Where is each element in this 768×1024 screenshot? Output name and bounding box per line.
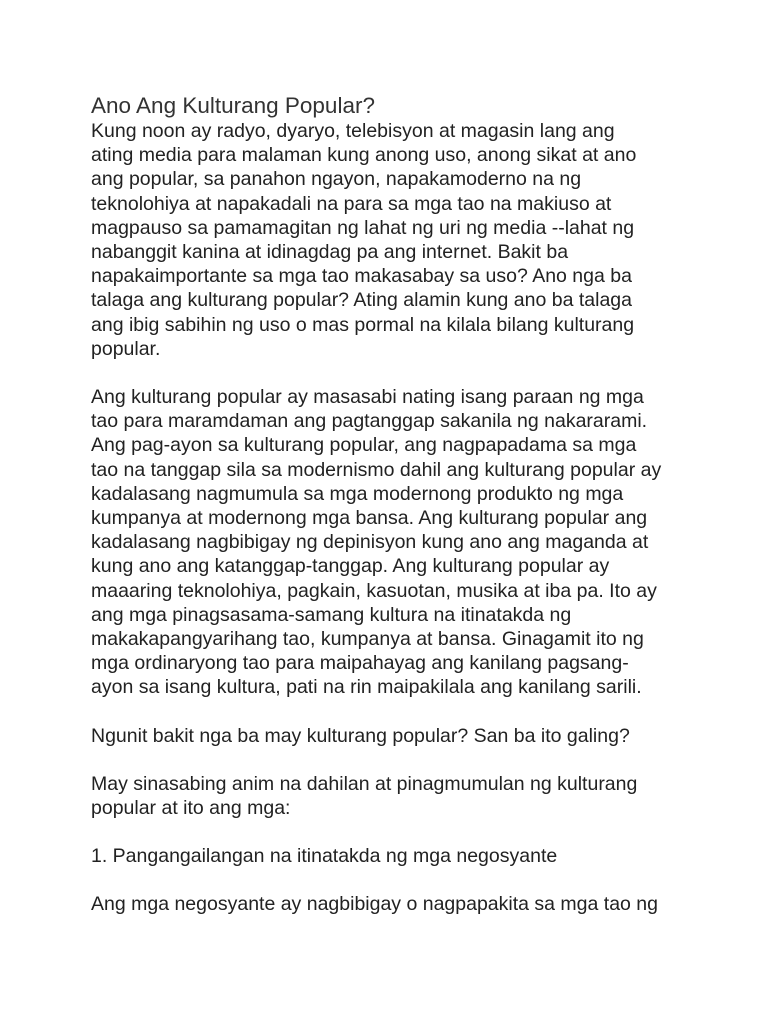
paragraph-line: maaaring teknolohiya, pagkain, kasuotan, musika at iba pa. Ito ay (91, 579, 657, 602)
paragraph-line: magpauso sa pamamagitan ng lahat ng uri ng media --lahat ng (91, 216, 635, 239)
paragraph-line: talaga ang kulturang popular? Ating alamin kung ano ba talaga (91, 289, 632, 312)
paragraph-line: makakapangyarihang tao, kumpanya at bansa. Ginagamit ito ng (91, 628, 644, 651)
paragraph-line: kung ano ang katanggap-tanggap. Ang kulturang popular ay (91, 555, 610, 578)
paragraph-line: Ang mga negosyante ay nagbibigay o nagpapakita sa mga tao ng (91, 893, 658, 916)
paragraph-line: tao para maramdaman ang pagtanggap sakanila ng nakararami. (91, 410, 648, 433)
paragraph-line: popular at ito ang mga: (91, 797, 291, 820)
paragraph-negosyante (91, 892, 691, 916)
paragraph-line: tao na tanggap sila sa modernismo dahil ang kulturang popular ay (91, 458, 662, 481)
paragraph-line: Ang kulturang popular ay masasabi nating isang paraan ng mga (91, 386, 644, 409)
paragraph-intro (91, 119, 691, 361)
paragraph-line: mga ordinaryong tao para maipahayag ang kanilang pagsang- (91, 652, 629, 675)
paragraph-line: nabanggit kanina at idinagdag pa ang internet. Bakit ba (91, 241, 569, 264)
document-body (91, 93, 691, 941)
paragraph-line: ating media para malaman kung anong uso, anong sikat at ano (91, 144, 637, 167)
paragraph-line: ang popular, sa panahon ngayon, napakamoderno na ng (91, 168, 582, 191)
paragraph-line: ayon sa isang kultura, pati na rin maipakilala ang kanilang sarili. (91, 676, 642, 699)
paragraph-line: Ang pag-ayon sa kulturang popular, ang nagpapadama sa mga (91, 434, 637, 457)
paragraph-line: Ngunit bakit nga ba may kulturang popular? San ba ito galing? (91, 724, 630, 747)
paragraph-definition (91, 385, 691, 700)
paragraph-line: kumpanya at modernong mga bansa. Ang kulturang popular ang (91, 507, 648, 530)
paragraph-line: popular. (91, 337, 161, 360)
paragraph-line: kadalasang nagbibigay ng depinisyon kung ano ang maganda at (91, 531, 649, 554)
list-item-label: 1. Pangangailangan na itinatakda ng mga negosyante (91, 845, 558, 868)
paragraph-reasons-intro (91, 772, 691, 820)
paragraph-line: ang mga pinagsasama-samang kultura na itinatakda ng (91, 603, 572, 626)
paragraph-line: napakaimportante sa mga tao makasabay sa uso? Ano nga ba (91, 265, 632, 288)
document-title: Ano Ang Kulturang Popular? (91, 93, 375, 118)
paragraph-line: Kung noon ay radyo, dyaryo, telebisyon at magasin lang ang (91, 120, 615, 142)
paragraph-line: May sinasabing anim na dahilan at pinagmumulan ng kulturang (91, 772, 638, 795)
paragraph-line: teknolohiya at napakadali na para sa mga tao na makiuso at (91, 192, 612, 215)
paragraph-line: ang ibig sabihin ng uso o mas pormal na kilala bilang kulturang (91, 313, 635, 336)
paragraph-line: kadalasang nagmumula sa mga modernong produkto ng mga (91, 482, 624, 505)
list-item-1 (91, 844, 691, 868)
paragraph-question (91, 724, 691, 748)
